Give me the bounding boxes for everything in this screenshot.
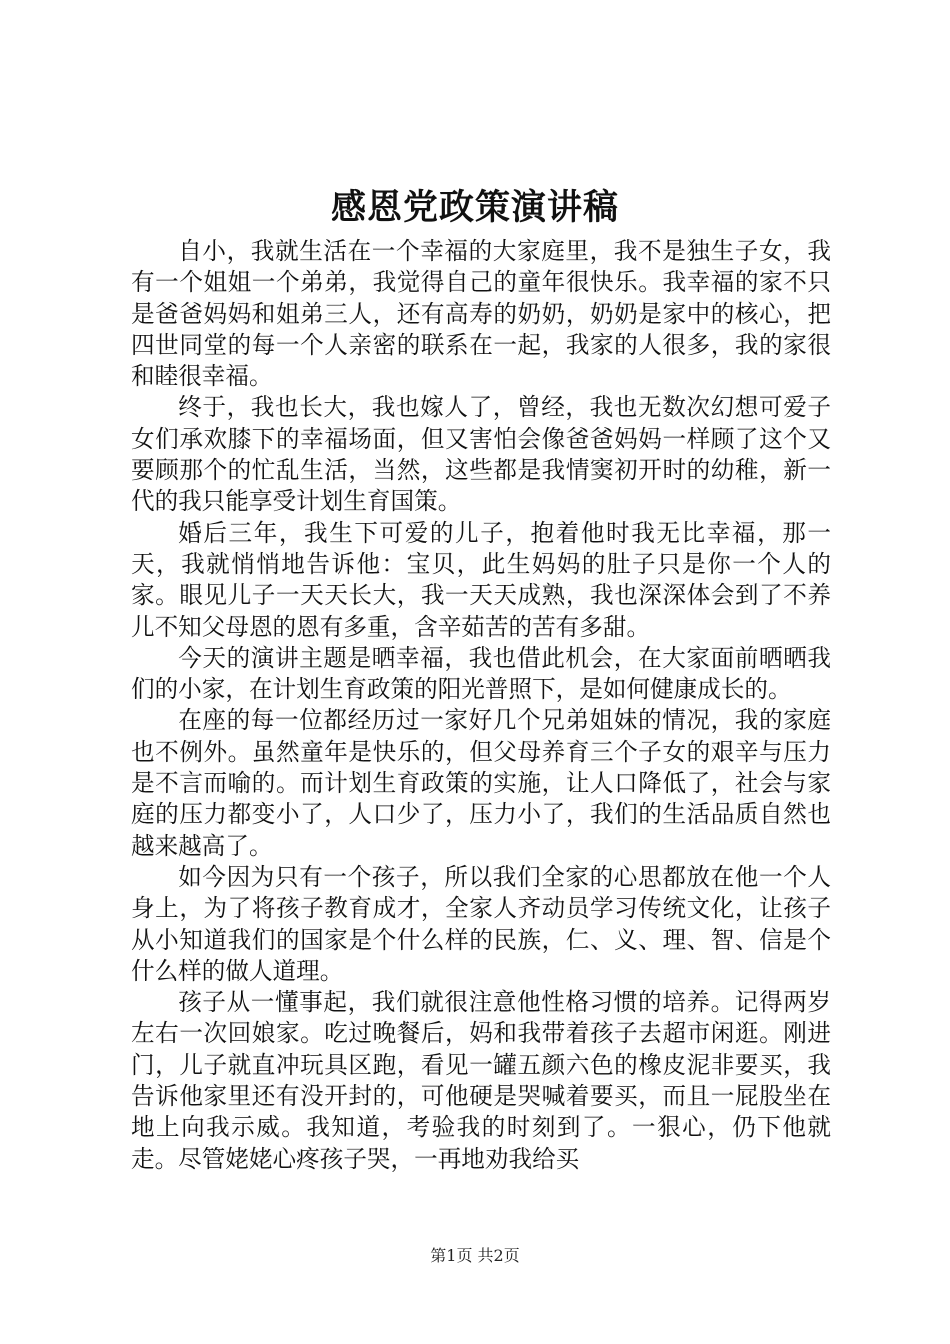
paragraph: 孩子从一懂事起，我们就很注意他性格习惯的培养。记得两岁左右一次回娘家。吃过晚餐后，妈和我带着孩子去超市闲逛。刚进门，儿子就直冲玩具区跑，看见一罐五颜六色的橡皮泥非要买，我告诉他家里还有没开封的，可他硬是哭喊着要买，而且一屁股坐在地上向我示威。我知道，考验我的时刻到了。一狠心，仍下他就走。尽管姥姥心疼孩子哭，一再地劝我给买 [131, 988, 831, 1173]
document-body [131, 236, 831, 1175]
document-title: 感恩党政策演讲稿 [330, 187, 619, 228]
paragraph: 终于，我也长大，我也嫁人了，曾经，我也无数次幻想可爱子女们承欢膝下的幸福场面，但又害怕会像爸爸妈妈一样顾了这个又要顾那个的忙乱生活，当然，这些都是我情窦初开时的幼稚，新一代的我只能享受计划生育国策。 [131, 393, 831, 516]
paragraph: 在座的每一位都经历过一家好几个兄弟姐妹的情况，我的家庭也不例外。虽然童年是快乐的，但父母养育三个子女的艰辛与压力是不言而喻的。而计划生育政策的实施，让人口降低了，社会与家庭的压力都变小了，人口少了，压力小了，我们的生活品质自然也越来越高了。 [131, 706, 831, 860]
paragraph: 自小，我就生活在一个幸福的大家庭里，我不是独生子女，我有一个姐姐一个弟弟，我觉得自己的童年很快乐。我幸福的家不只是爸爸妈妈和姐弟三人，还有高寿的奶奶，奶奶是家中的核心，把四世同堂的每一个人亲密的联系在一起，我家的人很多，我的家很和睦很幸福。 [131, 237, 831, 391]
page-number-footer: 第1页 共2页 [430, 1246, 520, 1265]
paragraph: 今天的演讲主题是晒幸福，我也借此机会，在大家面前晒晒我们的小家，在计划生育政策的阳光普照下，是如何健康成长的。 [131, 643, 831, 704]
paragraph: 如今因为只有一个孩子，所以我们全家的心思都放在他一个人身上，为了将孩子教育成才，全家人齐动员学习传统文化，让孩子从小知道我们的国家是个什么样的民族，仁、义、理、智、信是个什么样的做人道理。 [131, 862, 831, 985]
paragraph: 婚后三年，我生下可爱的儿子，抱着他时我无比幸福，那一天，我就悄悄地告诉他：宝贝，此生妈妈的肚子只是你一个人的家。眼见儿子一天天长大，我一天天成熟，我也深深体会到了不养儿不知父母恩的恩有多重，含辛茹苦的苦有多甜。 [131, 518, 831, 641]
